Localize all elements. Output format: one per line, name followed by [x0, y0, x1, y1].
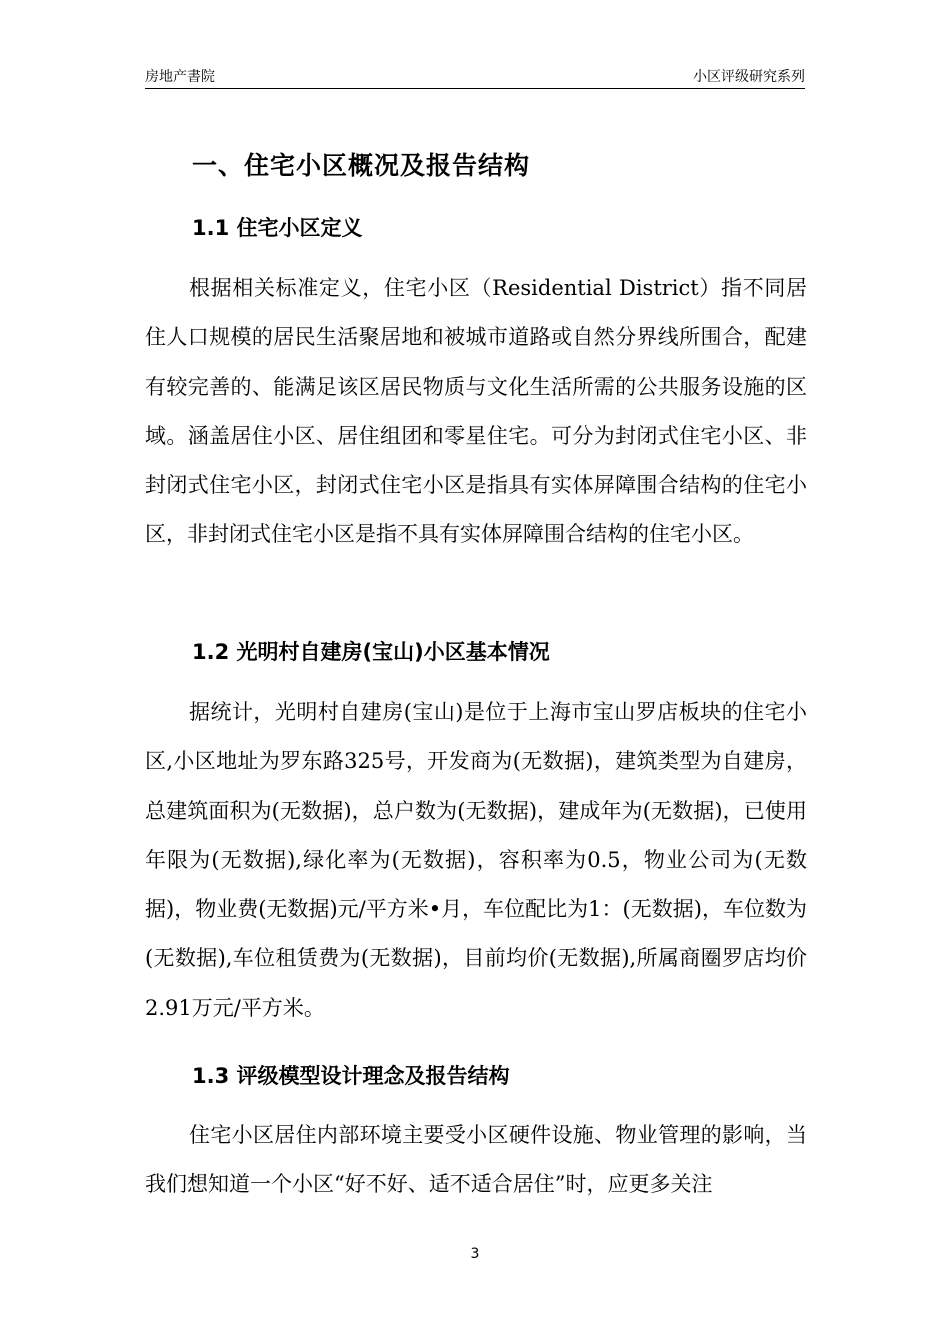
section-heading-1-3: 1.3 评级模型设计理念及报告结构 — [192, 1064, 510, 1088]
section-heading-1-2: 1.2 光明村自建房(宝山)小区基本情况 — [192, 640, 550, 664]
chapter-heading: 一、住宅小区概况及报告结构 — [192, 151, 531, 180]
section-1-1-paragraph: 根据相关标准定义，住宅小区（Residential District）指不同居住人口规模的居民生活聚居地和被城市道路或自然分界线所围合，配建有较完善的、能满足该区居民物质与文化生活所需的公共服务设施的区域。涵盖居住小区、居住组团和零星住宅。可分为封闭式住宅小区、非封闭式住宅小区，封闭式住宅小区是指具有实体屏障围合结构的住宅小区，非封闭式住宅小区是指不具有实体屏障围合结构的住宅小区。 — [145, 276, 807, 547]
section-1-2-paragraph: 据统计，光明村自建房(宝山)是位于上海市宝山罗店板块的住宅小区,小区地址为罗东路325号，开发商为(无数据)，建筑类型为自建房，总建筑面积为(无数据)，总户数为(无数据)，建成年为(无数据)，已使用年限为(无数据),绿化率为(无数据)，容积率为0.5，物业公司为(无数据)，物业费(无数据)元/平方米•月，车位配比为1：(无数据)，车位数为(无数据),车位租赁费为(无数据)，目前均价(无数据),所属商圈罗店均价2.91万元/平方米。 — [145, 700, 807, 1020]
page-header — [145, 66, 805, 89]
header-brand: 房地产書院 — [145, 69, 215, 85]
section-heading-1-1: 1.1 住宅小区定义 — [192, 216, 363, 240]
page-number: 3 — [470, 1246, 480, 1262]
header-series-title: 小区评级研究系列 — [693, 69, 805, 85]
section-1-3-paragraph: 住宅小区居住内部环境主要受小区硬件设施、物业管理的影响，当我们想知道一个小区“好不好、适不适合居住”时，应更多关注 — [145, 1123, 807, 1197]
